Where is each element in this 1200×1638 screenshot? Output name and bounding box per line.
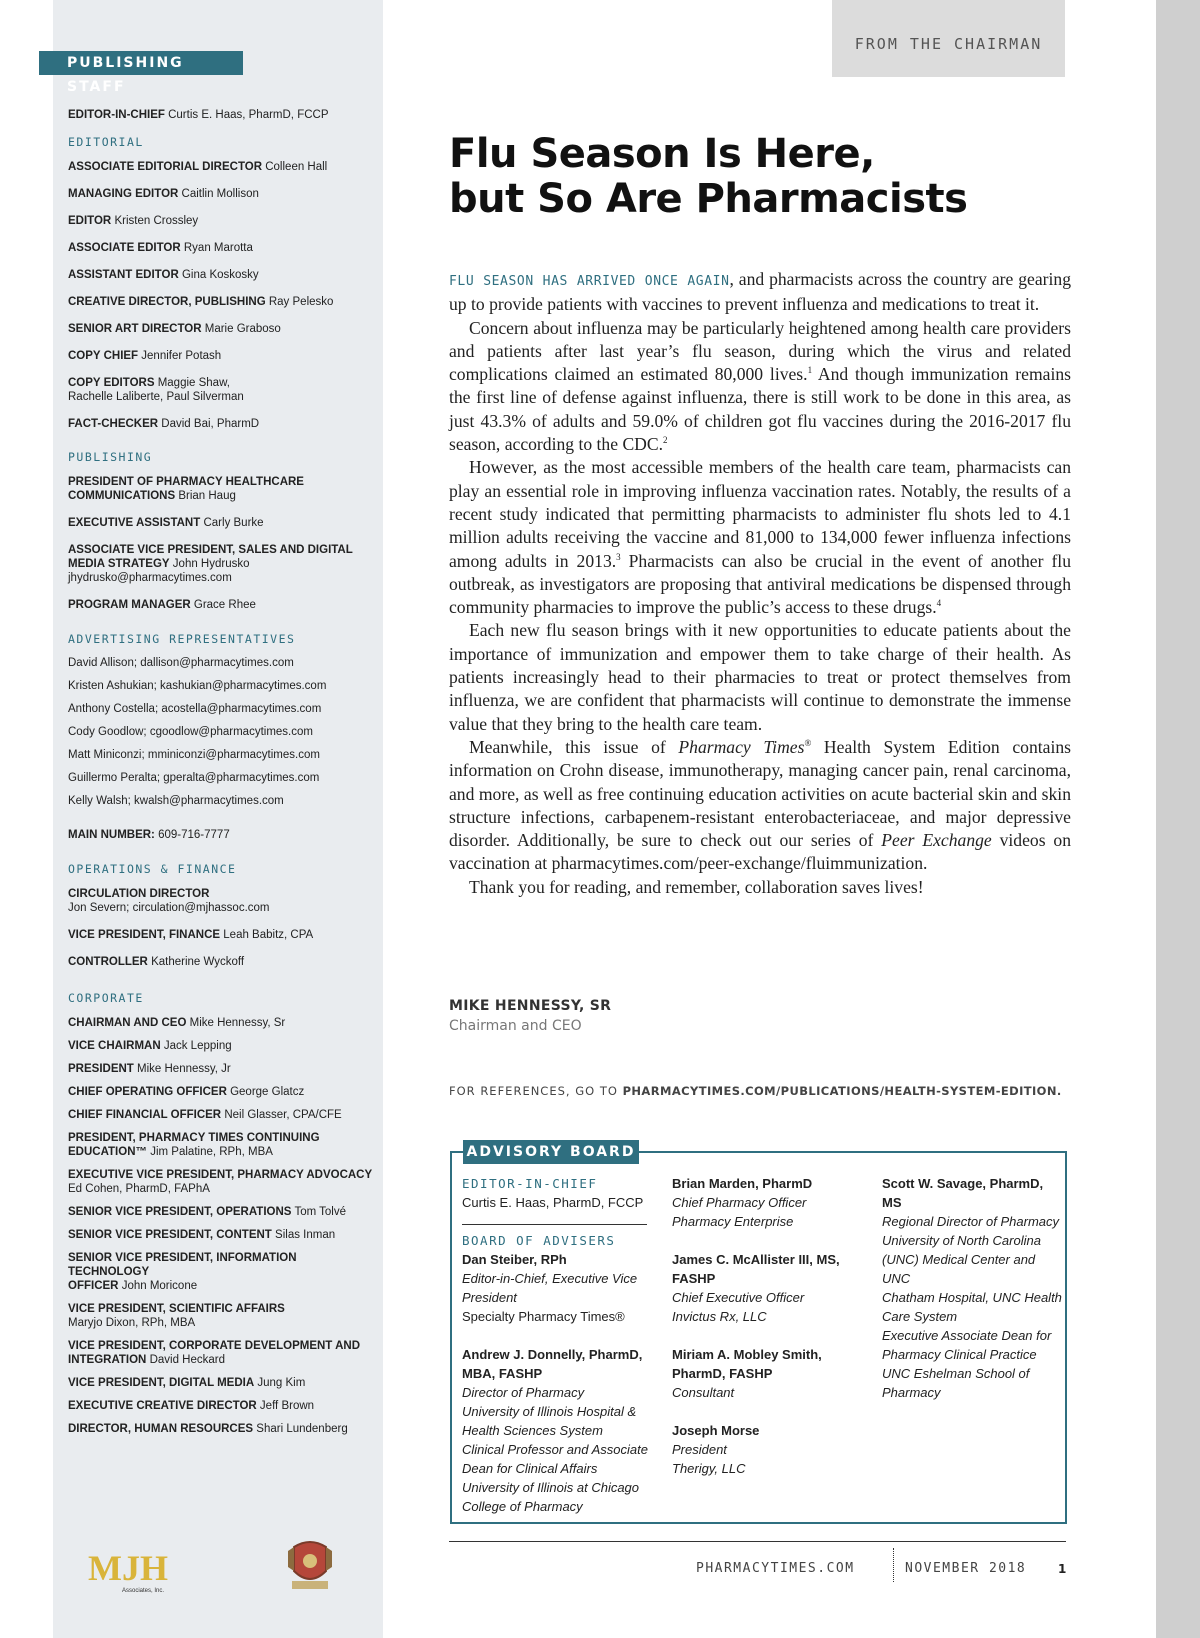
staff-entry: DIRECTOR, HUMAN RESOURCES Shari Lundenberg bbox=[68, 1423, 348, 1435]
ad-rep: Kristen Ashukian; kashukian@pharmacytimes.com bbox=[68, 680, 327, 692]
staff-entry: ASSOCIATE EDITORIAL DIRECTOR Colleen Hall bbox=[68, 161, 328, 173]
staff-entry: SENIOR VICE PRESIDENT, OPERATIONS Tom Tolvé bbox=[68, 1206, 346, 1218]
board-member: James C. McAllister III, MS, FASHP Chief Executive Officer Invictus Rx, LLC bbox=[672, 1252, 840, 1324]
article-body bbox=[449, 268, 1071, 899]
staff-entry: VICE CHAIRMAN Jack Lepping bbox=[68, 1040, 232, 1052]
staff-entry: CHIEF FINANCIAL OFFICER Neil Glasser, CPA/CFE bbox=[68, 1109, 342, 1121]
references-note: FOR REFERENCES, GO TO PHARMACYTIMES.COM/PUBLICATIONS/HEALTH-SYSTEM-EDITION. bbox=[449, 1084, 1062, 1098]
staff-entry: VICE PRESIDENT, SCIENTIFIC AFFAIRS Maryjo Dixon, RPh, MBA bbox=[68, 1303, 285, 1329]
footer-separator bbox=[893, 1548, 894, 1582]
ad-rep: David Allison; dallison@pharmacytimes.com bbox=[68, 657, 294, 669]
staff-entry: CHAIRMAN AND CEO Mike Hennessy, Sr bbox=[68, 1017, 286, 1029]
mjh-logo bbox=[88, 1548, 178, 1596]
staff-entry: SENIOR VICE PRESIDENT, CONTENT Silas Inman bbox=[68, 1229, 336, 1241]
staff-entry: CIRCULATION DIRECTOR Jon Severn; circulation@mjhassoc.com bbox=[68, 888, 270, 914]
footer-site[interactable]: PHARMACYTIMES.COM bbox=[696, 1561, 855, 1576]
ad-rep: Guillermo Peralta; gperalta@pharmacytimes.com bbox=[68, 772, 320, 784]
board-column-3 bbox=[882, 1174, 1062, 1421]
board-member: Dan Steiber, RPh Editor-in-Chief, Executive Vice President Specialty Pharmacy Times® bbox=[462, 1252, 638, 1324]
staff-entry: VICE PRESIDENT, CORPORATE DEVELOPMENT AND INTEGRATION David Heckard bbox=[68, 1340, 361, 1366]
lead-in: FLU SEASON HAS ARRIVED ONCE AGAIN bbox=[449, 274, 730, 289]
staff-entry: EXECUTIVE ASSISTANT Carly Burke bbox=[68, 517, 264, 529]
main-number: MAIN NUMBER: 609-716-7777 bbox=[68, 829, 230, 841]
staff-entry: EDITOR Kristen Crossley bbox=[68, 215, 199, 227]
section-heading-advertising: ADVERTISING REPRESENTATIVES bbox=[68, 632, 296, 646]
staff-entry: EDITOR-IN-CHIEF Curtis E. Haas, PharmD, FCCP bbox=[68, 109, 329, 121]
board-member: Miriam A. Mobley Smith, PharmD, FASHP Consultant bbox=[672, 1347, 822, 1400]
staff-entry: MANAGING EDITOR Caitlin Mollison bbox=[68, 188, 259, 200]
staff-entry: EXECUTIVE VICE PRESIDENT, PHARMACY ADVOCACY Ed Cohen, PharmD, FAPhA bbox=[68, 1169, 373, 1195]
staff-entry: CONTROLLER Katherine Wyckoff bbox=[68, 956, 245, 968]
staff-entry: PRESIDENT OF PHARMACY HEALTHCARE COMMUNICATIONS Brian Haug bbox=[68, 476, 304, 502]
ad-rep: Matt Miniconzi; mminiconzi@pharmacytimes.com bbox=[68, 749, 320, 761]
board-eic-name: Curtis E. Haas, PharmD, FCCP bbox=[462, 1195, 644, 1210]
section-heading-editorial: EDITORIAL bbox=[68, 135, 144, 149]
signature-title: Chairman and CEO bbox=[449, 1018, 582, 1034]
staff-entry: PRESIDENT Mike Hennessy, Jr bbox=[68, 1063, 231, 1075]
staff-entry: VICE PRESIDENT, DIGITAL MEDIA Jung Kim bbox=[68, 1377, 306, 1389]
staff-entry: ASSOCIATE VICE PRESIDENT, SALES AND DIGITAL MEDIA STRATEGY John Hydrusko jhydrusko@pharmacytimes.com bbox=[68, 544, 353, 584]
from-the-chairman-tab: FROM THE CHAIRMAN bbox=[832, 0, 1065, 77]
references-link[interactable]: PHARMACYTIMES.COM/PUBLICATIONS/HEALTH-SYSTEM-EDITION. bbox=[622, 1084, 1062, 1098]
paragraph: FLU SEASON HAS ARRIVED ONCE AGAIN, and pharmacists across the country are gearing up to provide patients with vaccines to prevent influenza and medications to treat it. bbox=[449, 269, 1071, 315]
section-heading-publishing: PUBLISHING bbox=[68, 450, 153, 464]
staff-entry: ASSOCIATE EDITOR Ryan Marotta bbox=[68, 242, 253, 254]
staff-entry: EXECUTIVE CREATIVE DIRECTOR Jeff Brown bbox=[68, 1400, 315, 1412]
section-heading-operations: OPERATIONS & FINANCE bbox=[68, 862, 237, 876]
board-column-1 bbox=[462, 1174, 652, 1535]
staff-entry: PRESIDENT, PHARMACY TIMES CONTINUING EDUCATION™ Jim Palatine, RPh, MBA bbox=[68, 1132, 320, 1158]
staff-list bbox=[68, 108, 378, 1445]
paragraph: However, as the most accessible members of the health care team, pharmacists can play an essential role in improving influenza vaccination rates. Notably, the results of a recent study indicated that permitting pharmacists to administer flu shots led to 4.1 million adults receiving the vaccine and 81,000 to 134,000 fewer influenza infections among adults in 2013.$^3$ Pharmacists can also be crucial in the event of another flu outbreak, as investigators are proposing that antiviral medications be dispensed through community pharmacies to improve the public’s access to these drugs.$^4$ bbox=[449, 457, 1071, 618]
article-headline: Flu Season Is Here, but So Are Pharmacists bbox=[449, 131, 968, 222]
footer-date: NOVEMBER 2018 bbox=[905, 1561, 1027, 1576]
crest-logo bbox=[284, 1537, 336, 1597]
board-advisers-heading: BOARD OF ADVISERS bbox=[462, 1233, 616, 1248]
paragraph: Each new flu season brings with it new opportunities to educate patients about the importance of immunization and empower them to take charge of their health. As patients increasingly head to their pharmacies to treat or protect themselves from influenza, we are confident that pharmacists will continue to demonstrate the immense value that they bring to the health care team. bbox=[449, 620, 1071, 734]
board-member: Andrew J. Donnelly, PharmD, MBA, FASHP Director of Pharmacy University of Illinois Hospital & Health Sciences System Clinical Professor and Associate Dean for Clinical Affairs University of Illinois at Chicago College of Pharmacy bbox=[462, 1347, 648, 1514]
paragraph: Thank you for reading, and remember, collaboration saves lives! bbox=[469, 876, 924, 897]
board-member: Brian Marden, PharmD Chief Pharmacy Officer Pharmacy Enterprise bbox=[672, 1176, 813, 1229]
section-heading-corporate: CORPORATE bbox=[68, 991, 144, 1005]
advisory-board-badge: ADVISORY BOARD bbox=[463, 1140, 639, 1164]
staff-entry: COPY EDITORS Maggie Shaw, Rachelle Laliberte, Paul Silverman bbox=[68, 377, 244, 403]
staff-entry: CHIEF OPERATING OFFICER George Glatcz bbox=[68, 1086, 305, 1098]
staff-entry: SENIOR ART DIRECTOR Marie Graboso bbox=[68, 323, 281, 335]
ad-rep: Cody Goodlow; cgoodlow@pharmacytimes.com bbox=[68, 726, 313, 738]
ad-rep: Kelly Walsh; kwalsh@pharmacytimes.com bbox=[68, 795, 284, 807]
mjh-logo-letters: MJH bbox=[88, 1548, 168, 1588]
paragraph: Meanwhile, this issue of Pharmacy Times® Health System Edition contains information on Crohn disease, immunotherapy, managing cancer pain, renal carcinoma, and more, as well as free continuing education activities on acute bacterial skin and skin structure infections, carbapenem-resistant enterobacteriaceae, and major depressive disorder. Additionally, be sure to check out our series of Peer Exchange videos on vaccination at pharmacytimes.com/peer-exchange/fluimmunization. bbox=[449, 736, 1072, 874]
signature-name: MIKE HENNESSY, SR bbox=[449, 998, 612, 1014]
staff-entry: CREATIVE DIRECTOR, PUBLISHING Ray Pelesko bbox=[68, 296, 334, 308]
footer-rule bbox=[449, 1541, 1066, 1542]
page-number: 1 bbox=[1058, 1562, 1067, 1576]
publishing-staff-badge: PUBLISHING STAFF bbox=[39, 51, 243, 75]
staff-entry: SENIOR VICE PRESIDENT, INFORMATION TECHNOLOGY OFFICER John Moricone bbox=[68, 1252, 297, 1292]
board-member: Joseph Morse President Therigy, LLC bbox=[672, 1423, 760, 1476]
staff-entry: ASSISTANT EDITOR Gina Koskosky bbox=[68, 269, 259, 281]
ad-rep: Anthony Costella; acostella@pharmacytimes.com bbox=[68, 703, 322, 715]
staff-entry: PROGRAM MANAGER Grace Rhee bbox=[68, 599, 256, 611]
paragraph: Concern about influenza may be particularly heightened among health care providers and patients after last year’s flu season, during which the virus and related complications claimed an estimated 80,000 lives.$^1$ And though immunization remains the first line of defense against influenza, there is still work to be done in this area, as just 43.3% of adults and 59.0% of children got flu vaccines during the 2016-2017 flu season, according to the CDC.$^2$ bbox=[449, 317, 1071, 455]
staff-entry: COPY CHIEF Jennifer Potash bbox=[68, 350, 222, 362]
board-column-2 bbox=[672, 1174, 862, 1497]
board-eic-heading: EDITOR-IN-CHIEF bbox=[462, 1176, 598, 1191]
mjh-logo-text: Associates, Inc. bbox=[122, 1588, 165, 1594]
board-member: Scott W. Savage, PharmD, MS Regional Director of Pharmacy University of North Carolina (UNC) Medical Center and UNC Chatham Hospital, UNC Health Care System Executive Associate Dean for Pharmacy Clinical Practice UNC Eshelman School of Pharmacy bbox=[882, 1176, 1062, 1400]
page-edge-strip bbox=[1156, 0, 1200, 1638]
staff-entry: VICE PRESIDENT, FINANCE Leah Babitz, CPA bbox=[68, 929, 314, 941]
board-divider bbox=[462, 1224, 647, 1225]
staff-entry: FACT-CHECKER David Bai, PharmD bbox=[68, 418, 260, 430]
